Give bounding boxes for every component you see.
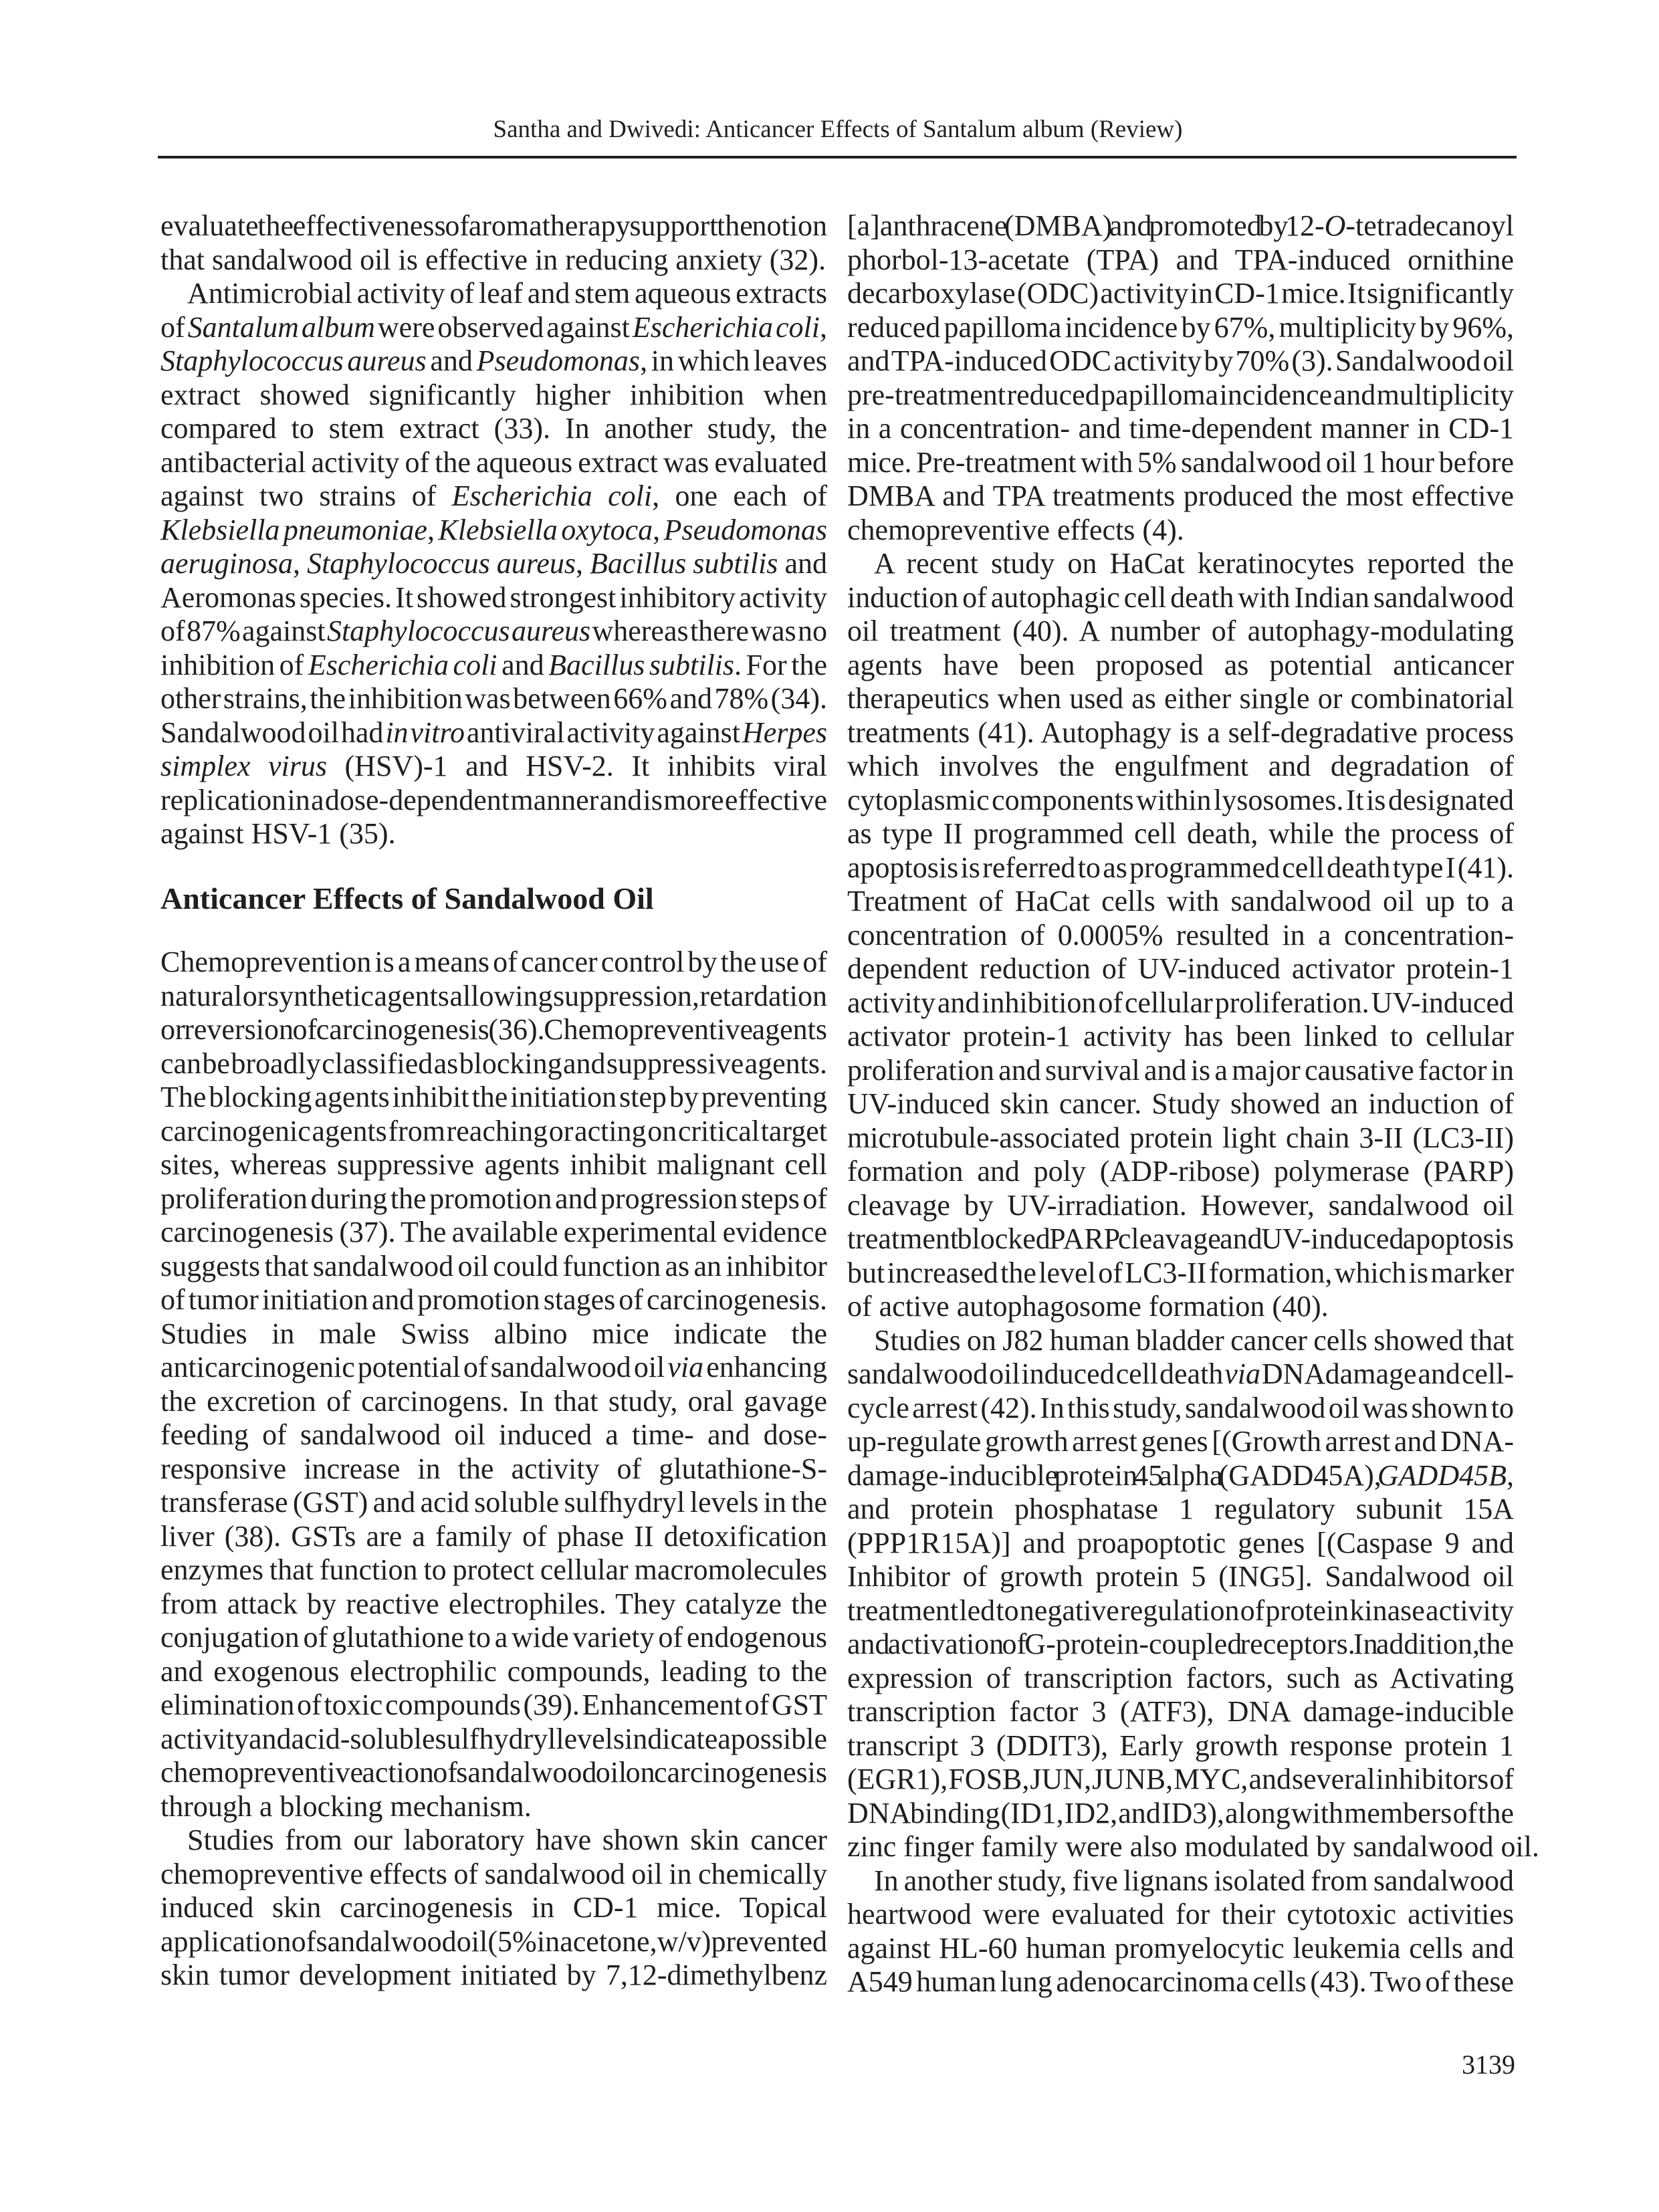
text-segment: or reversion of carcinogenesis (36). Chemopreventive agents — [160, 1013, 827, 1046]
text-segment: feeding of sandalwood oil induced a time- and dose- — [160, 1418, 827, 1451]
text-segment: elimination of toxic compounds (39). Enhancement of GST — [160, 1688, 828, 1721]
text-segment: conjugation of glutathione to a wide variety of endogenous — [160, 1621, 827, 1654]
text-line — [160, 615, 827, 649]
text-segment: chemopreventive action of sandalwood oil on carcinogenesis — [160, 1756, 827, 1789]
text-segment: activator protein-1 activity has been linked to cellular — [847, 1020, 1514, 1053]
text-line — [160, 1182, 827, 1216]
text-line — [847, 716, 1514, 750]
text-line — [847, 682, 1514, 716]
italic-text: Pseudomonas — [476, 344, 641, 377]
italic-text: O — [1324, 209, 1346, 242]
text-line — [847, 649, 1514, 683]
text-segment: proliferation and survival and is a major causative factor in — [847, 1053, 1514, 1087]
italic-text: via — [1224, 1357, 1260, 1390]
text-segment: treatment blocked PARP cleavage and UV-induced apoptosis — [847, 1222, 1514, 1255]
paragraph — [160, 209, 827, 277]
text-line — [160, 1385, 827, 1419]
text-segment: antiviral activity against — [464, 715, 742, 749]
text-segment: enzymes that function to protect cellular macromolecules — [160, 1553, 827, 1586]
italic-text: Bacillus subtilis — [548, 648, 735, 681]
text-segment: up-regulate growth arrest genes [(Growth arrest and DNA- — [847, 1425, 1514, 1458]
text-segment: cytoplasmic components within lysosomes. It is designated — [847, 783, 1514, 816]
italic-text: Staphylococcus aureus — [307, 547, 576, 580]
text-segment: from attack by reactive electrophiles. They catalyze the — [160, 1587, 827, 1620]
text-line — [160, 1688, 827, 1723]
text-segment: , — [575, 547, 590, 580]
text-segment: Studies on J82 human bladder cancer cells showed that — [874, 1323, 1514, 1357]
text-line — [160, 1587, 827, 1622]
text-line — [160, 1486, 827, 1520]
text-segment: microtubule-associated protein light chain 3-II (LC3-II) — [847, 1121, 1514, 1154]
text-segment: Sandalwood oil had — [160, 715, 386, 749]
text-line — [160, 243, 827, 278]
italic-text: Escherichia coli — [451, 479, 653, 512]
text-line — [847, 952, 1514, 986]
text-line — [847, 885, 1514, 919]
text-segment: other strains, the inhibition was between 66% and 78% (34). — [160, 682, 827, 715]
text-line — [847, 1392, 1514, 1426]
text-segment: Studies in male Swiss albino mice indicate the — [160, 1317, 827, 1350]
text-segment: transferase (GST) and acid soluble sulfhydryl levels in the — [160, 1486, 827, 1519]
text-segment: and protein phosphatase 1 regulatory subunit 15A — [847, 1492, 1514, 1525]
text-segment: . For the — [734, 648, 827, 681]
page-number: 3139 — [1462, 2050, 1515, 2080]
paragraph — [847, 209, 1514, 547]
text-line — [160, 1925, 827, 1959]
text-line — [160, 1621, 827, 1655]
text-line — [847, 479, 1514, 514]
text-segment: of tumor initiation and promotion stages of carcinogenesis. — [160, 1283, 827, 1316]
italic-text: Santalum album — [187, 310, 375, 344]
text-segment: Inhibitor of growth protein 5 (ING5]. Sandalwood oil — [847, 1560, 1514, 1593]
text-segment: -tetradecanoyl — [1345, 209, 1514, 242]
italic-text: in vitro — [385, 715, 465, 749]
text-segment: the excretion of carcinogens. In that study, oral gavage — [160, 1384, 827, 1418]
text-line — [160, 980, 827, 1014]
text-segment: expression of transcription factors, such as Activating — [847, 1661, 1514, 1694]
text-segment: can be broadly classified as blocking and suppressive agents. — [160, 1046, 827, 1080]
text-segment: against two strains of — [160, 479, 452, 512]
text-line — [847, 1797, 1514, 1831]
text-line — [160, 1148, 827, 1182]
paragraph — [160, 1823, 827, 1993]
text-line — [160, 1047, 827, 1081]
text-line — [160, 1959, 827, 1993]
text-segment: DMBA and TPA treatments produced the most effective — [847, 479, 1514, 512]
text-line — [160, 1351, 827, 1385]
text-segment: treatments (41). Autophagy is a self-degradative process — [847, 715, 1514, 749]
text-segment: [a]anthracene (DMBA) and promoted by 12- — [847, 209, 1325, 242]
italic-text: Staphylococcus aureus — [160, 344, 427, 377]
text-segment: liver (38). GSTs are a family of phase II detoxification — [160, 1519, 827, 1553]
text-segment: chemopreventive effects of sandalwood oil in chemically — [160, 1857, 827, 1890]
text-segment: extract showed significantly higher inhibition when — [160, 378, 827, 411]
paragraph — [847, 547, 1514, 1324]
text-line — [847, 277, 1514, 311]
text-line — [847, 1256, 1514, 1291]
text-line — [847, 209, 1514, 243]
text-line — [160, 1115, 827, 1149]
text-segment: replication in a dose-dependent manner and is more effective — [160, 783, 827, 816]
text-segment: , in which leaves — [640, 344, 827, 377]
text-line — [847, 412, 1514, 446]
text-segment: induced skin carcinogenesis in CD-1 mice. Topical — [160, 1891, 827, 1924]
section-heading: Anticancer Effects of Sandalwood Oil — [160, 881, 654, 915]
text-segment: (HSV)-1 and HSV-2. It inhibits viral — [326, 750, 828, 782]
text-segment: chemopreventive effects (4). — [847, 513, 1184, 546]
text-line — [847, 378, 1514, 413]
text-segment: oil treatment (40). A number of autophagy-modulating — [847, 615, 1514, 647]
text-segment: compared to stem extract (33). In another study, the — [160, 412, 827, 445]
text-segment: , — [1507, 1458, 1514, 1492]
text-segment: therapeutics when used as either single or combinatorial — [847, 682, 1514, 715]
text-line — [160, 1858, 827, 1892]
text-segment: natural or synthetic agents allowing suppression, retardation — [160, 979, 827, 1012]
text-segment: carcinogenic agents from reaching or acting on critical target — [160, 1114, 827, 1147]
running-head: Santha and Dwivedi: Anticancer Effects of Santalum album (Review) — [493, 116, 1183, 143]
text-line — [160, 1216, 827, 1250]
text-segment: A549 human lung adenocarcinoma cells (43). Two of these — [847, 1965, 1514, 1998]
italic-text: Escherichia coli — [308, 648, 497, 681]
text-line — [847, 1459, 1514, 1493]
italic-text: Pseudomonas — [663, 513, 827, 546]
text-line — [847, 1155, 1514, 1189]
right-column — [847, 209, 1539, 1999]
text-line — [847, 1864, 1514, 1898]
text-segment: and — [778, 547, 828, 580]
text-segment: that sandalwood oil is effective in reducing anxiety (32). — [160, 243, 826, 276]
text-segment: (PPP1R15A)] and proapoptotic genes [(Caspase 9 and — [847, 1526, 1514, 1559]
text-line — [847, 986, 1514, 1020]
text-line — [847, 1965, 1514, 1999]
text-line — [847, 1121, 1514, 1155]
text-line — [847, 1425, 1514, 1459]
text-segment: which involves the engulfment and degradation of — [847, 750, 1514, 782]
text-line — [847, 547, 1514, 581]
text-line — [847, 1290, 1514, 1324]
text-segment: , — [293, 547, 308, 580]
text-line — [160, 581, 827, 615]
text-line — [847, 581, 1514, 615]
text-segment: of active autophagosome formation (40). — [847, 1290, 1329, 1323]
text-segment: concentration of 0.0005% resulted in a concentration- — [847, 918, 1514, 952]
text-segment: decarboxylase (ODC) activity in CD-1 mice. It significantly — [847, 277, 1514, 310]
text-segment: antibacterial activity of the aqueous extract was evaluated — [160, 445, 827, 479]
text-line — [847, 1054, 1514, 1088]
text-line — [847, 1527, 1514, 1561]
text-segment: suggests that sandalwood oil could function as an inhibitor — [160, 1249, 827, 1283]
text-line — [847, 311, 1514, 345]
text-segment: Chemoprevention is a means of cancer control by the use of — [160, 946, 828, 978]
text-segment: reduced papilloma incidence by 67%, multiplicity by 96%, — [847, 310, 1514, 344]
text-segment: in a concentration- and time-dependent manner in CD-1 — [847, 412, 1514, 445]
text-line — [160, 1823, 827, 1858]
text-line — [160, 784, 827, 818]
text-line — [160, 1013, 827, 1047]
text-segment: DNA damage and cell- — [1260, 1357, 1514, 1390]
text-line — [160, 1250, 827, 1284]
text-line — [847, 851, 1514, 885]
italic-text: Herpes — [742, 715, 828, 749]
italic-text: aeruginosa — [160, 547, 293, 580]
text-segment: DNA binding (ID1, ID2, and ID3), along with members of the — [847, 1796, 1514, 1830]
text-segment: Treatment of HaCat cells with sandalwood oil up to a — [847, 885, 1514, 917]
text-segment: The blocking agents inhibit the initiation step by preventing — [160, 1081, 827, 1113]
italic-text: Escherichia coli — [632, 310, 820, 344]
text-segment: evaluate the effectiveness of aromatherapy support the notion — [160, 209, 827, 242]
text-segment: In another study, five lignans isolated from sandalwood — [874, 1864, 1514, 1897]
text-line — [847, 1492, 1514, 1527]
text-line — [847, 1324, 1514, 1358]
italic-text: Klebsiella pneumoniae — [160, 513, 427, 546]
text-segment: proliferation during the promotion and progression steps of — [160, 1182, 827, 1215]
text-line — [847, 1662, 1514, 1696]
text-segment: of 87% against — [160, 615, 327, 647]
text-line — [160, 311, 827, 345]
text-segment: , — [653, 513, 664, 546]
text-line — [160, 209, 827, 243]
text-line — [847, 514, 1514, 548]
text-line — [160, 1655, 827, 1689]
text-segment: heartwood were evaluated for their cytotoxic activities — [847, 1898, 1514, 1930]
text-segment: were observed against — [374, 310, 633, 344]
text-line — [847, 1763, 1514, 1797]
paragraph — [847, 1864, 1514, 1999]
text-segment: skin tumor development initiated by 7,12-dimethylbenz — [160, 1959, 827, 1991]
text-line — [160, 750, 827, 784]
text-segment: enhancing — [703, 1351, 828, 1384]
text-line — [847, 1357, 1514, 1392]
text-segment: against HL-60 human promyelocytic leukemia cells and — [847, 1931, 1514, 1965]
text-segment: and activation of G-protein-coupled receptors. In addition, the — [847, 1628, 1514, 1660]
text-line — [160, 1891, 827, 1925]
text-line — [847, 344, 1514, 378]
italic-text: Klebsiella oxytoca — [438, 513, 653, 546]
text-line — [160, 1317, 827, 1351]
text-line — [160, 479, 827, 514]
text-line — [160, 1756, 827, 1790]
text-line — [160, 1418, 827, 1452]
text-segment: as type II programmed cell death, while the process of — [847, 817, 1514, 850]
text-segment: formation and poly (ADP-ribose) polymerase (PARP) — [847, 1155, 1514, 1188]
text-line — [160, 1081, 827, 1115]
text-segment: treatment led to negative regulation of protein kinase activity — [847, 1593, 1514, 1627]
text-line — [847, 243, 1514, 278]
text-segment: , one each of — [652, 479, 827, 512]
text-segment: zinc finger family were also modulated by sandalwood oil. — [847, 1830, 1539, 1863]
text-segment: pre-treatment reduced papilloma incidence and multiplicity — [847, 378, 1514, 411]
italic-text: simplex virus — [160, 750, 327, 782]
text-segment: transcription factor 3 (ATF3), DNA damage-inducible — [847, 1695, 1514, 1728]
text-line — [160, 1452, 827, 1486]
text-segment: phorbol-13-acetate (TPA) and TPA-induced ornithine — [847, 243, 1514, 276]
paragraph — [160, 946, 827, 1823]
text-line — [847, 1020, 1514, 1054]
text-segment: A recent study on HaCat keratinocytes reported the — [874, 547, 1514, 580]
text-segment: mice. Pre-treatment with 5% sandalwood oil 1 hour before — [847, 445, 1514, 479]
text-segment: dependent reduction of UV-induced activator protein-1 — [847, 952, 1514, 985]
text-segment: , — [820, 310, 828, 344]
text-line — [160, 547, 827, 581]
text-segment: transcript 3 (DDIT3), Early growth response protein 1 — [847, 1729, 1514, 1762]
text-segment: through a blocking mechanism. — [160, 1789, 532, 1823]
text-line — [847, 1932, 1514, 1966]
text-line — [160, 716, 827, 750]
text-segment: whereas there was no — [590, 615, 827, 647]
text-line — [160, 1283, 827, 1317]
text-line — [160, 817, 827, 851]
text-line — [847, 1830, 1539, 1864]
italic-text: Staphylococcus aureus — [326, 615, 591, 647]
text-line — [847, 615, 1514, 649]
text-line — [847, 1729, 1514, 1763]
text-segment: cycle arrest (42). In this study, sandalwood oil was shown to — [847, 1391, 1514, 1424]
text-line — [160, 277, 827, 311]
text-line — [847, 1560, 1514, 1594]
text-line — [160, 1790, 827, 1824]
text-segment: and exogenous electrophilic compounds, leading to the — [160, 1654, 827, 1688]
text-line — [160, 514, 827, 548]
text-segment: UV-induced skin cancer. Study showed an induction of — [847, 1087, 1514, 1120]
text-segment: carcinogenesis (37). The available experimental evidence — [160, 1216, 827, 1248]
text-segment: Studies from our laboratory have shown skin cancer — [187, 1823, 827, 1856]
text-segment: sandalwood oil induced cell death — [847, 1357, 1225, 1390]
text-segment: against HSV-1 (35). — [160, 817, 396, 850]
header-rule — [158, 156, 1517, 158]
text-line — [160, 1553, 827, 1587]
text-segment: induction of autophagic cell death with Indian sandalwood — [847, 580, 1514, 614]
text-line — [847, 919, 1514, 953]
text-segment: sites, whereas suppressive agents inhibit malignant cell — [160, 1148, 827, 1181]
text-segment: responsive increase in the activity of glutathione-S- — [160, 1452, 827, 1485]
text-segment: inhibition of — [160, 648, 308, 681]
text-segment: activity and inhibition of cellular proliferation. UV-induced — [847, 986, 1514, 1019]
italic-text: GADD45B — [1377, 1458, 1507, 1492]
text-segment: but increased the level of LC3-II formation, which is marker — [847, 1256, 1514, 1289]
text-line — [847, 1628, 1514, 1662]
text-line — [160, 344, 827, 378]
paragraph — [160, 277, 827, 851]
text-segment: Antimicrobial activity of leaf and stem aqueous extracts — [187, 277, 827, 310]
text-line — [847, 1695, 1514, 1729]
text-segment: (EGR1), FOSB, JUN, JUNB, MYC, and several inhibitors of — [847, 1763, 1514, 1795]
text-line — [160, 378, 827, 413]
text-line — [160, 682, 827, 716]
text-line — [847, 1087, 1514, 1121]
text-line — [160, 412, 827, 446]
text-line — [160, 1723, 827, 1757]
text-line — [847, 1898, 1514, 1932]
text-line — [160, 1520, 827, 1554]
text-line — [160, 446, 827, 480]
italic-text: via — [667, 1351, 704, 1384]
paragraph — [847, 1323, 1539, 1864]
text-line — [847, 817, 1514, 851]
text-segment: and — [426, 344, 477, 377]
text-segment: agents have been proposed as potential anticancer — [847, 648, 1514, 681]
text-segment: apoptosis is referred to as programmed cell death type I (41). — [847, 851, 1514, 884]
text-segment: cleavage by UV-irradiation. However, sandalwood oil — [847, 1188, 1514, 1222]
text-segment: activity and acid-soluble sulfhydryl levels indicate a possible — [160, 1722, 828, 1755]
text-segment: damage-inducible protein 45 alpha (GADD45A), — [847, 1458, 1377, 1492]
text-line — [847, 1594, 1514, 1628]
italic-text: Bacillus subtilis — [590, 547, 778, 580]
text-line — [847, 446, 1514, 480]
left-column — [160, 209, 827, 1993]
text-line — [847, 784, 1514, 818]
text-segment: , — [427, 513, 439, 546]
text-line — [847, 750, 1514, 784]
text-segment: and TPA-induced ODC activity by 70% (3). Sandalwood oil — [847, 344, 1514, 377]
text-segment: Aeromonas species. It showed strongest inhibitory activity — [160, 580, 827, 614]
text-segment: anticarcinogenic potential of sandalwood oil — [160, 1351, 668, 1384]
text-line — [160, 649, 827, 683]
text-segment: application of sandalwood oil (5% in acetone, w/v) prevented — [160, 1924, 827, 1958]
text-line — [847, 1222, 1514, 1256]
text-segment: of — [160, 310, 188, 344]
text-segment: and — [497, 648, 549, 681]
text-line — [847, 1189, 1514, 1223]
text-line — [160, 946, 827, 980]
